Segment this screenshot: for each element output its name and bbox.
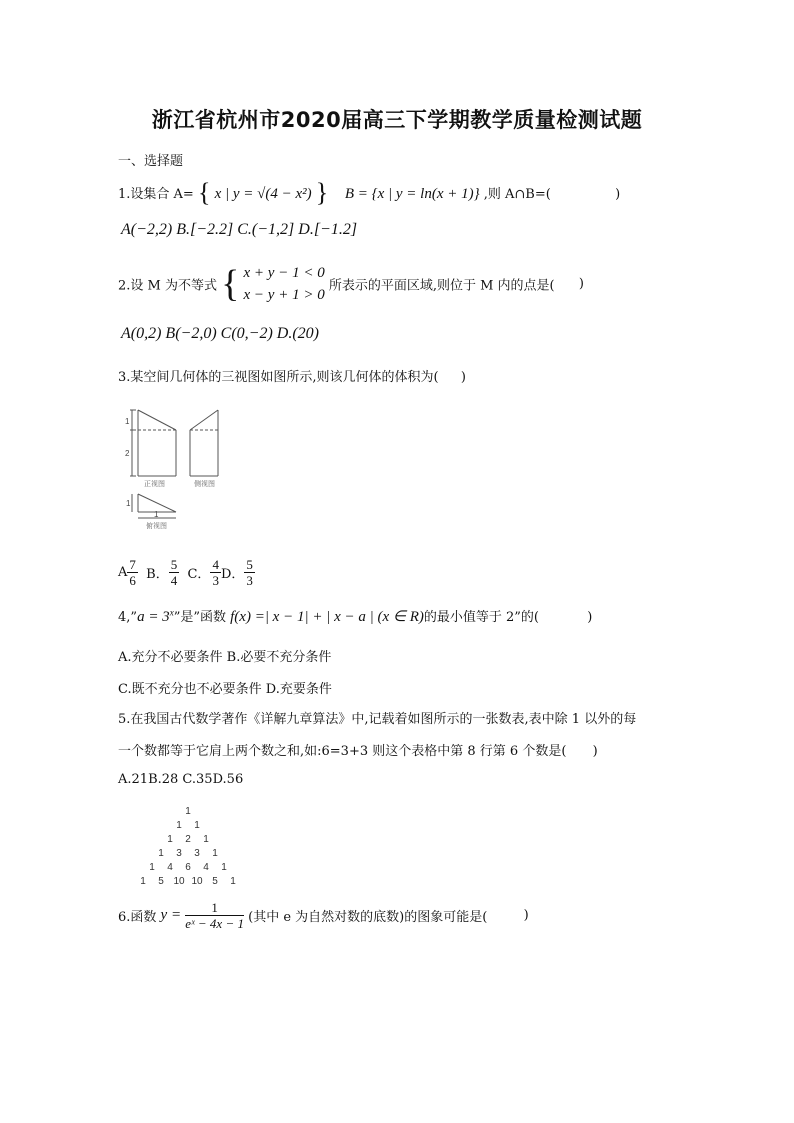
triangle-cell: 3: [194, 848, 200, 859]
q5-line-2: [118, 740, 598, 759]
q6-numerator: 1: [185, 900, 244, 916]
q4-condition: a = 3: [137, 609, 170, 625]
triangle-cell: 1: [140, 876, 146, 887]
section-heading: 一、选择题: [118, 154, 184, 169]
q6-suffix: (其中 e 为自然对数的底数)的图象可能是(: [248, 910, 488, 925]
q1-set-a-close-brace: }: [315, 178, 329, 207]
dim-label-1: 1: [125, 417, 130, 426]
q4-mid: ”是”函数: [173, 610, 226, 625]
q3-option-c-den: 3: [212, 573, 219, 588]
q5-paren-close: ): [592, 744, 598, 759]
q4-paren-close: ): [587, 610, 593, 625]
triangle-cell: 1: [221, 862, 227, 873]
q3-option-d-letter: D．: [220, 567, 245, 582]
top-view-label: 俯视图: [146, 523, 167, 530]
q3-option-a-letter: A: [118, 565, 128, 580]
triangle-cell: 2: [185, 834, 191, 845]
q3-option-a: [127, 557, 138, 588]
triangle-cell: 1: [185, 806, 191, 817]
q2-suffix: 所表示的平面区域,则位于 M 内的点是(: [328, 278, 555, 294]
question-3: [118, 366, 466, 385]
q1-options: A(−2,2) B.[−2.2] C.(−1,2] D.[−1.2]: [121, 221, 358, 238]
q5-line-2-text: 一个数都等于它肩上两个数之和,如:6=3+3 则这个表格中第 8 行第 6 个数是(: [118, 744, 567, 759]
q3-option-b-letter: B．: [146, 567, 169, 582]
q3-option-c-num: 4: [212, 557, 219, 572]
triangle-cell: 1: [194, 820, 200, 831]
triangle-cell: 6: [185, 862, 191, 873]
triangle-cell: 3: [176, 848, 182, 859]
question-4: 4,”a = $3^x$”是”函数 f(x) =| x − 1| + | x − a | (x ∈ R)的最小值等于 2”的( ): [118, 607, 593, 625]
q6-paren-close: ): [523, 908, 529, 923]
q4-options-line-2: C.既不充分也不必要条件 D.充要条件: [118, 682, 332, 697]
dim-label-2: 2: [125, 449, 130, 458]
triangle-cell: 1: [212, 848, 218, 859]
q3-text: 3.某空间几何体的三视图如图所示,则该几何体的体积为(: [118, 370, 439, 385]
dim-label-4: 1: [154, 510, 159, 519]
q1-set-a-open-brace: {: [197, 178, 211, 207]
triangle-cell: 1: [149, 862, 155, 873]
triangle-cell: 4: [203, 862, 209, 873]
q6-prefix: 6.函数: [118, 910, 157, 925]
q4-options-line-1: A.充分不必要条件 B.必要不充分条件: [118, 650, 332, 665]
q4-prefix: 4,”: [118, 610, 138, 625]
q5-options: A.21B.28 C.35D.56: [118, 772, 244, 787]
q1-set-a: x | y = √(4 − x²): [214, 186, 312, 202]
q3-option-b-num: 5: [170, 557, 178, 572]
side-view: [190, 410, 218, 476]
q3-options: [118, 557, 255, 588]
q3-option-b: [169, 557, 180, 588]
q4-suffix: 的最小值等于 2”的(: [423, 610, 539, 625]
triangle-cell: 1: [167, 834, 173, 845]
triangle-cell: 1: [158, 848, 164, 859]
q2-brace: {: [221, 263, 240, 305]
triangle-cell: 1: [176, 820, 182, 831]
pascal-triangle: [118, 800, 268, 890]
q2-paren-close: ): [578, 276, 584, 292]
triangle-cell: 1: [203, 834, 209, 845]
q2-inequality-1: x + y − 1 < 0: [243, 265, 325, 281]
q5-line-1: 5.在我国古代数学著作《详解九章算法》中,记载着如图所示的一张数表,表中除 1 以外的每: [118, 712, 637, 727]
q3-option-b-den: 4: [170, 573, 178, 588]
page-title: 浙江省杭州市2020届高三下学期教学质量检测试题: [151, 108, 643, 132]
triangle-cell: 4: [167, 862, 173, 873]
question-2: [118, 262, 584, 306]
q2-system: [244, 262, 325, 306]
front-view-label: 正视图: [144, 481, 165, 488]
q3-option-a-den: 6: [129, 573, 136, 588]
side-view-label: 侧视图: [194, 481, 215, 488]
q6-y: y =: [160, 907, 182, 923]
q6-denominator: eˣ − 4x − 1: [185, 916, 244, 931]
q2-prefix: 2.设 M 为不等式: [118, 278, 217, 294]
triangle-cell: 5: [212, 876, 218, 887]
question-6: [118, 900, 529, 931]
q3-option-c-letter: C．: [187, 567, 211, 582]
question-1: [118, 178, 620, 208]
q1-paren-close: ): [615, 187, 621, 202]
triangle-cell: 5: [158, 876, 164, 887]
q1-prefix: 1.设集合 A=: [118, 187, 194, 202]
q3-paren-close: ): [460, 370, 466, 385]
triangle-cell: 10: [191, 876, 203, 887]
triangle-cell: 10: [173, 876, 185, 887]
q1-set-b: B = {x | y = ln(x + 1)}: [344, 186, 480, 202]
q2-options: A(0,2) B(−2,0) C(0,−2) D.(20): [121, 325, 319, 342]
q3-option-d: [244, 557, 255, 588]
q1-suffix: ,则 A∩B=(: [483, 187, 551, 202]
q2-inequality-2: x − y + 1 > 0: [243, 287, 325, 303]
q3-option-d-num: 5: [246, 557, 253, 572]
triangle-cell: 1: [230, 876, 236, 887]
dim-label-3: 1: [126, 499, 131, 508]
q3-option-c: [210, 557, 221, 588]
q4-function: f(x) =| x − 1| + | x − a | (x ∈ R): [230, 609, 424, 625]
three-view-figure: [124, 390, 234, 540]
q3-option-a-num: 7: [129, 557, 136, 572]
q6-fraction: [185, 900, 244, 931]
q3-option-d-den: 3: [246, 573, 253, 588]
front-view: [130, 410, 176, 476]
